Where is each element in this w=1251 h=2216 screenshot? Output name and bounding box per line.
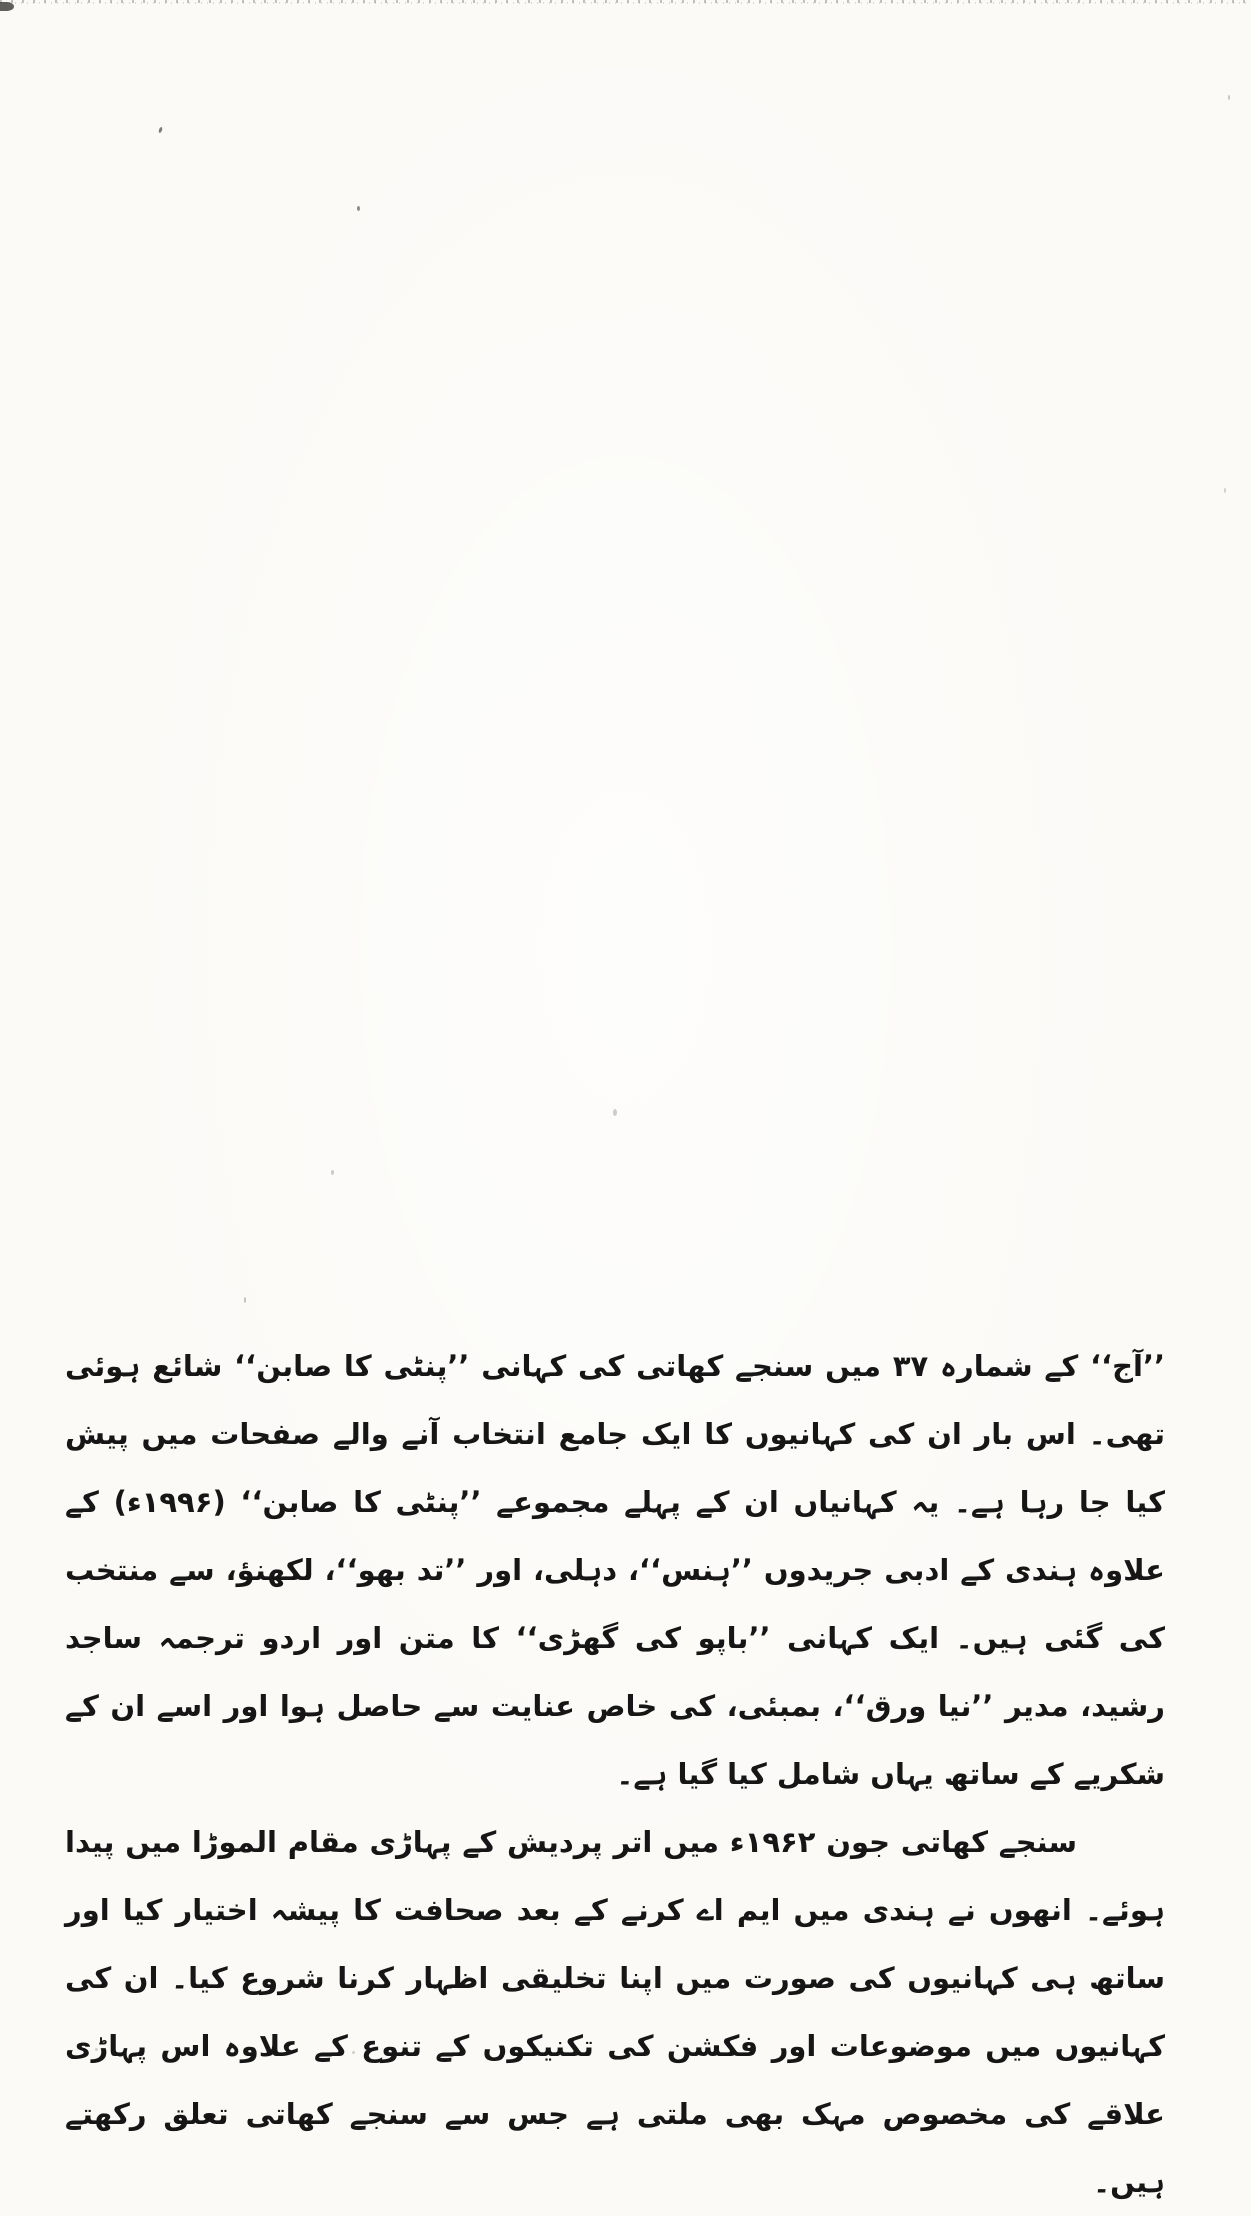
scan-speck <box>1224 488 1226 493</box>
scan-speck <box>331 1170 334 1175</box>
scan-speck <box>1228 95 1230 100</box>
paragraph-story-publication-note: ’’آج‘‘ کے شمارہ ۳۷ میں سنجے کھاتی کی کہانی ’’پنٹی کا صابن‘‘ شائع ہوئی تھی۔ اس بار ان کی کہانیوں کا ایک جامع انتخاب آنے والے صفحات میں پیش کیا جا رہا ہے۔ یہ کہانیاں ان کے پہلے مجموعے ’’پنٹی کا صابن‘‘ (۱۹۹۶ء) کے علاوہ ہندی کے ادبی جریدوں ’’ہنس‘‘، دہلی، اور ’’تد بھو‘‘، لکھنؤ، سے منتخب کی گئی ہیں۔ ایک کہانی ’’باپو کی گھڑی‘‘ کا متن اور اردو ترجمہ ساجد رشید، مدیر ’’نیا ورق‘‘، بمبئی، کی خاص عنایت سے حاصل ہوا اور اسے ان کے شکریے کے ساتھ یہاں شامل کیا گیا ہے۔ <box>65 1349 1166 1791</box>
scan-speck <box>613 1109 617 1116</box>
scan-artifact-corner <box>0 2 14 11</box>
text-block <box>65 1332 1165 2216</box>
scan-speck <box>244 1297 246 1303</box>
scan-speck <box>357 206 360 211</box>
scan-speck <box>158 127 163 134</box>
paragraph-author-bio: سنجے کھاتی جون ۱۹۶۲ء میں اتر پردیش کے پہاڑی مقام الموڑا میں پیدا ہوئے۔ انھوں نے ہندی میں ایم اے کرنے کے بعد صحافت کا پیشہ اختیار کیا اور ساتھ ہی کہانیوں کی صورت میں اپنا تخلیقی اظہار کرنا شروع کیا۔ ان کی کہانیوں میں موضوعات اور فکشن کی تکنیکوں کے تنوع کے علاوہ اس پہاڑی علاقے کی مخصوص مہک بھی ملتی ہے جس سے سنجے کھاتی تعلق رکھتے ہیں۔ <box>65 1825 1165 2199</box>
scan-artifact-top-edge <box>0 0 1251 6</box>
